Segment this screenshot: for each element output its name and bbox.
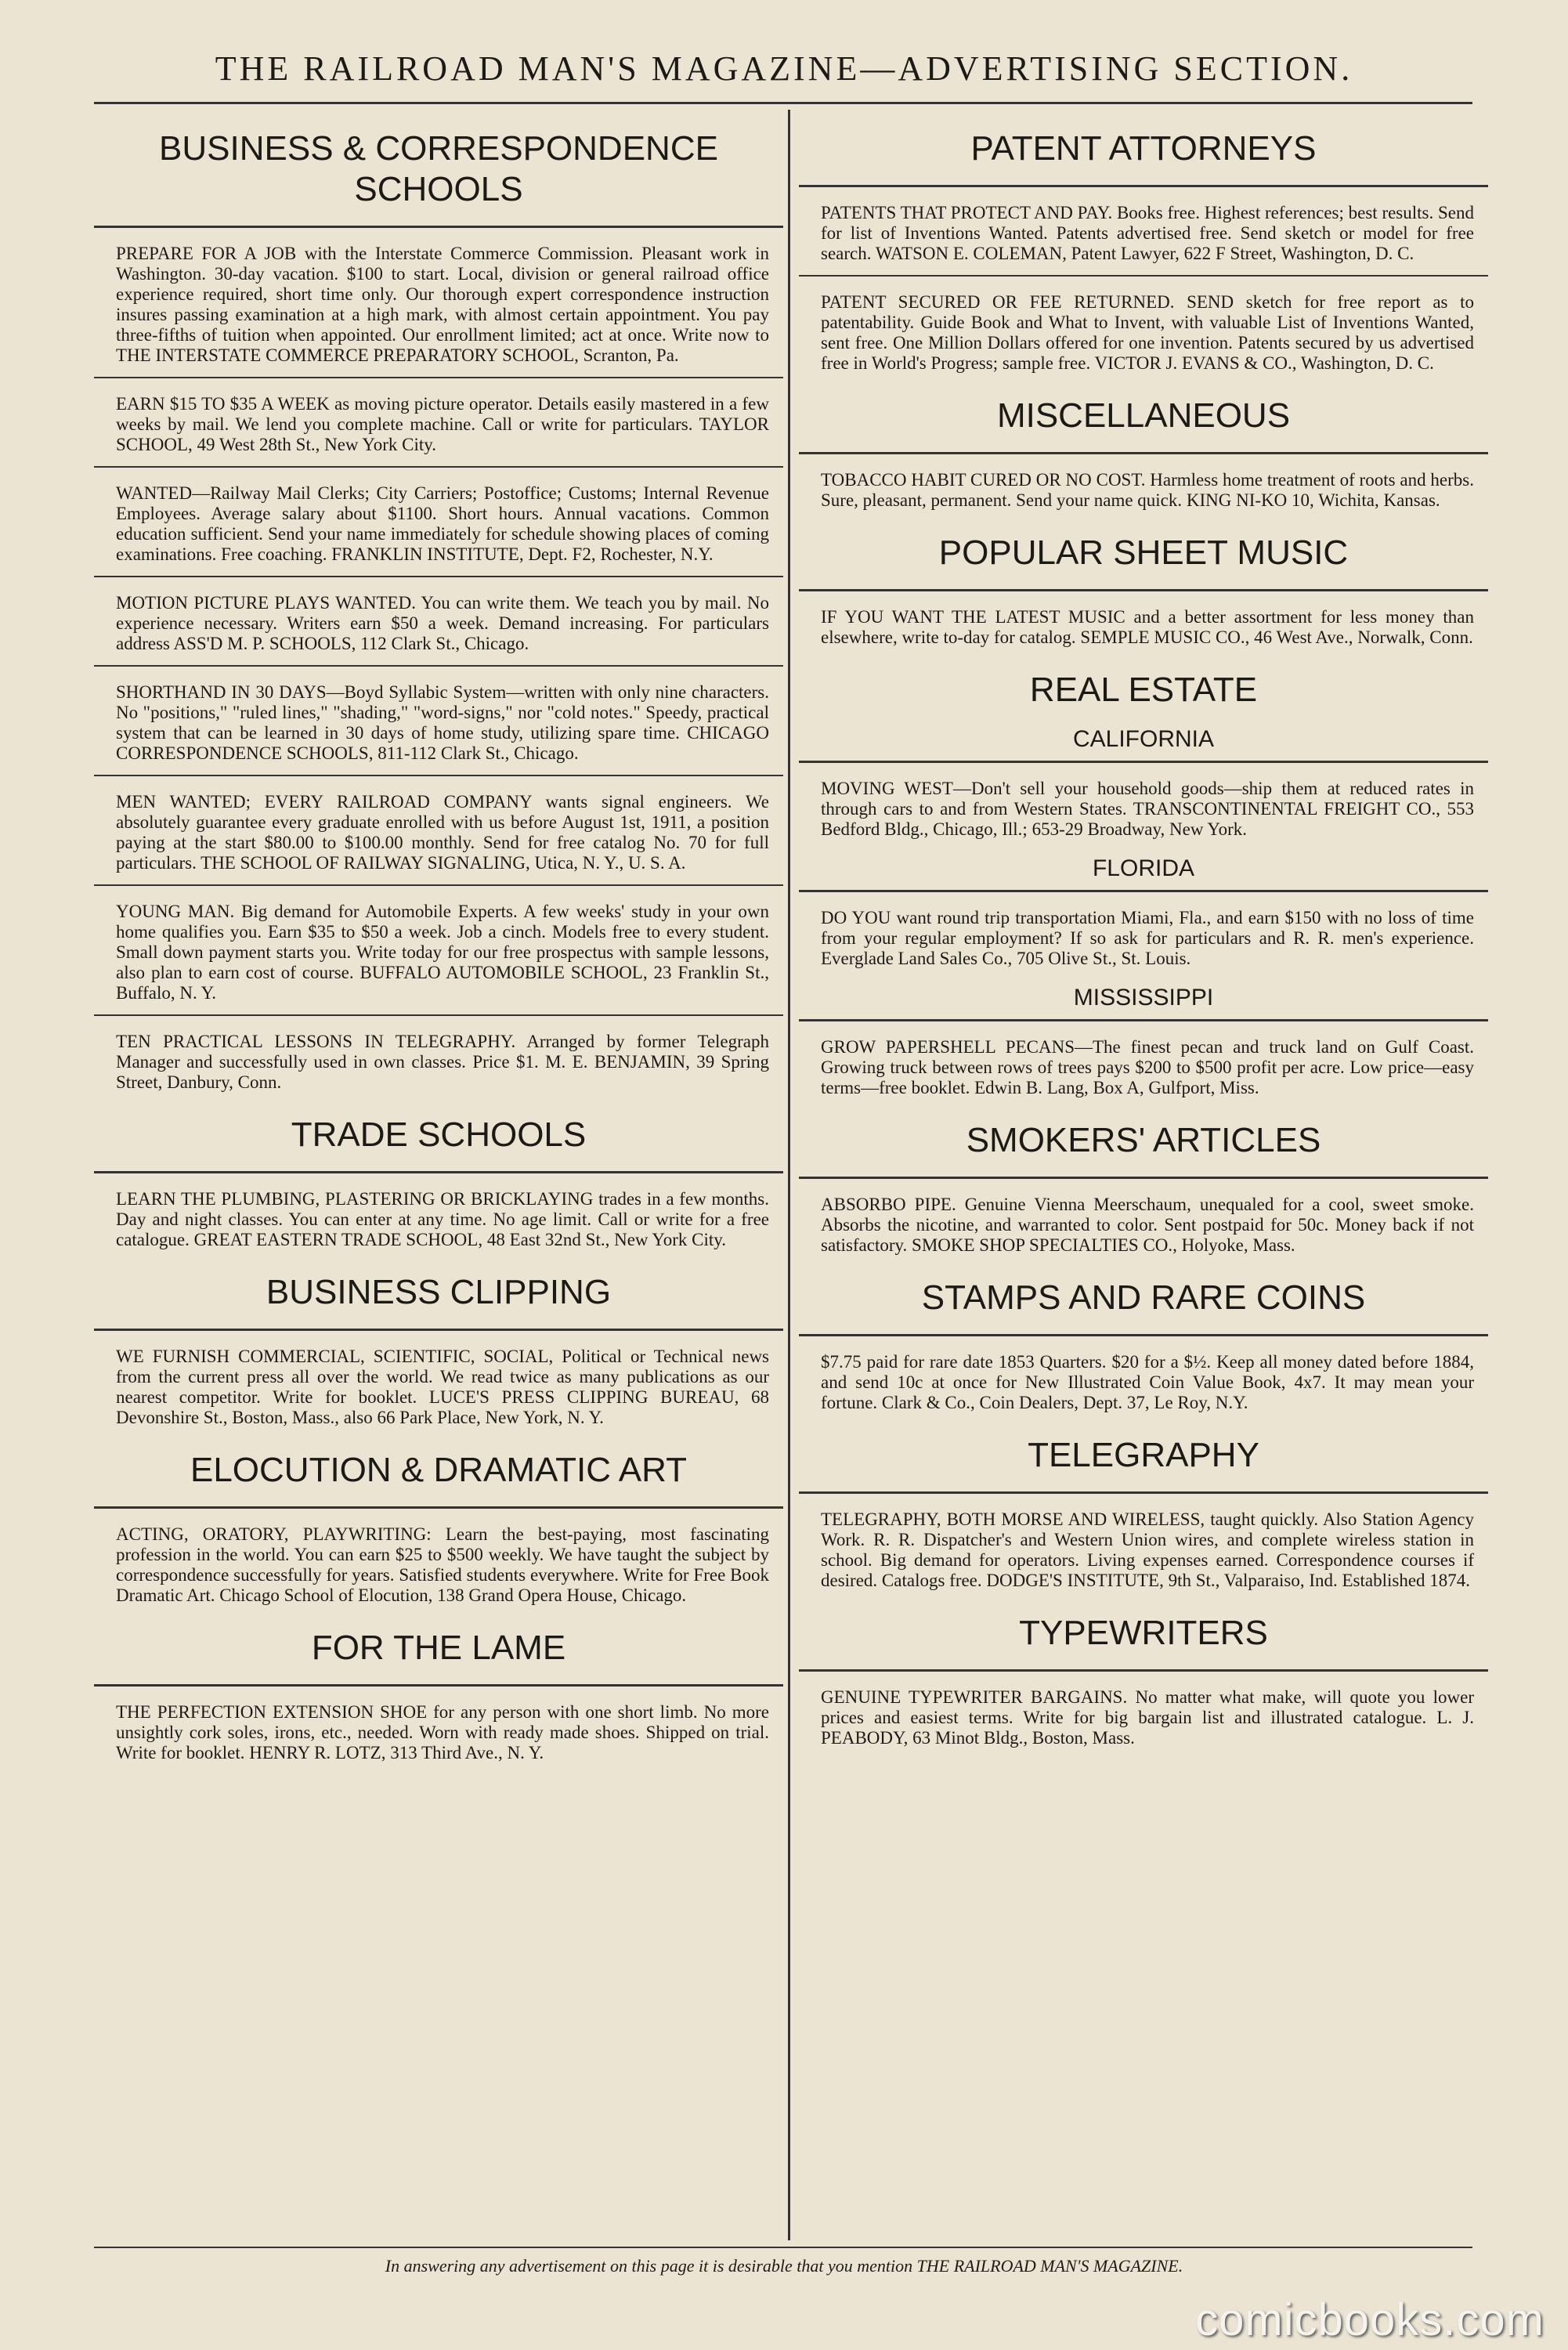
right-column bbox=[799, 118, 1488, 1759]
section-popular-sheet-music bbox=[799, 533, 1488, 659]
column-divider bbox=[788, 110, 790, 2240]
section-smokers-articles bbox=[799, 1120, 1488, 1267]
subsection-title: MISSISSIPPI bbox=[1073, 985, 1214, 1010]
ad-text: PREPARE FOR A JOB with the Interstate Commerce Commission. Pleasant work in Washington. 30-day vacation. $100 to start. Local, division or general railroad office experience required, short time only. Our thorough expert correspondence instruction insures passing examination at a high mark, with almost certain appointment. You pay three-fifths of tuition when appointed. Our enrollment limited; act at once. Write now to THE INTERSTATE COMMERCE PREPARATORY SCHOOL, Scranton, Pa. bbox=[94, 226, 783, 377]
left-column bbox=[94, 118, 783, 1774]
section-telegraphy bbox=[799, 1435, 1488, 1602]
section-miscellaneous bbox=[799, 396, 1488, 522]
section-title: REAL ESTATE bbox=[1029, 671, 1258, 709]
section-title: TRADE SCHOOLS bbox=[291, 1115, 587, 1154]
ad-text: TOBACCO HABIT CURED OR NO COST. Harmless home treatment of roots and herbs. Sure, pleasant, permanent. Send your name quick. KING NI-KO 10, Wichita, Kansas. bbox=[799, 452, 1488, 522]
ad-text: GROW PAPERSHELL PECANS—The finest pecan and truck land on Gulf Coast. Growing truck between rows of trees pays $200 to $500 profit per acre. Low price—easy terms—free booklet. Edwin B. Lang, Box A, Gulfport, Miss. bbox=[799, 1019, 1488, 1109]
subsection-title: CALIFORNIA bbox=[1072, 726, 1215, 752]
section-title: STAMPS AND RARE COINS bbox=[921, 1278, 1366, 1317]
section-title: TYPEWRITERS bbox=[1019, 1614, 1268, 1652]
ad-text: WANTED—Railway Mail Clerks; City Carriers; Postoffice; Customs; Internal Revenue Employees. Average salary about $1100. Short hours. Annual vacations. Common education sufficient. Send your name immediately for schedule showing places of coming examinations. Free coaching. FRANKLIN INSTITUTE, Dept. F2, Rochester, N.Y. bbox=[94, 466, 783, 576]
ad-text: ACTING, ORATORY, PLAYWRITING: Learn the best-paying, most fascinating profession in the world. You can earn $25 to $500 weekly. We have taught the subject by correspondence successfully for years. Satisfied students everywhere. Write for Free Book Dramatic Art. Chicago School of Elocution, 138 Grand Opera House, Chicago. bbox=[94, 1506, 783, 1617]
ad-text: IF YOU WANT THE LATEST MUSIC and a better assortment for less money than elsewhere, write to-day for catalog. SEMPLE MUSIC CO., 46 West Ave., Norwalk, Conn. bbox=[799, 589, 1488, 659]
ad-text: PATENTS THAT PROTECT AND PAY. Books free. Highest references; best results. Send for list of Inventions Wanted. Patents advertised free. Send sketch or model for free search. WATSON E. COLEMAN, Patent Lawyer, 622 F Street, Washington, D. C. bbox=[799, 185, 1488, 275]
section-elocution-dramatic-art bbox=[94, 1450, 783, 1617]
page-footer: In answering any advertisement on this page it is desirable that you mention THE RAILROAD MAN'S MAGAZINE. bbox=[385, 2256, 1183, 2276]
ad-text: THE PERFECTION EXTENSION SHOE for any person with one short limb. No more unsightly cork soles, irons, etc., needed. Worn with ready made shoes. Shipped on trial. Write for booklet. HENRY R. LOTZ, 313 Third Ave., N. Y. bbox=[94, 1684, 783, 1774]
ad-text: SHORTHAND IN 30 DAYS—Boyd Syllabic System—written with only nine characters. No "positions," "ruled lines," "shading," "word-signs," nor "cold notes." Speedy, practical system that can be learned in 30 days of home study, utilizing spare time. CHICAGO CORRESPONDENCE SCHOOLS, 811-112 Clark St., Chicago. bbox=[94, 665, 783, 775]
section-title: TELEGRAPHY bbox=[1028, 1436, 1259, 1474]
ad-text: GENUINE TYPEWRITER BARGAINS. No matter what make, will quote you lower prices and easiest terms. Write for big bargain list and illustrated catalogue. L. J. PEABODY, 63 Minot Bldg., Boston, Mass. bbox=[799, 1669, 1488, 1759]
ad-text: TEN PRACTICAL LESSONS IN TELEGRAPHY. Arranged by former Telegraph Manager and successfully used in own classes. Price $1. M. E. BENJAMIN, 39 Spring Street, Danbury, Conn. bbox=[94, 1014, 783, 1104]
watermark: comicbooks.com bbox=[1195, 2294, 1545, 2345]
section-title: FOR THE LAME bbox=[311, 1629, 566, 1667]
ad-text: LEARN THE PLUMBING, PLASTERING OR BRICKLAYING trades in a few months. Day and night classes. You can enter at any time. No age limit. Call or write for a free catalogue. GREAT EASTERN TRADE SCHOOL, 48 East 32nd St., New York City. bbox=[94, 1171, 783, 1261]
section-real-estate bbox=[799, 670, 1488, 1109]
section-for-the-lame bbox=[94, 1628, 783, 1774]
section-title: ELOCUTION & DRAMATIC ART bbox=[190, 1451, 687, 1489]
ad-text: DO YOU want round trip transportation Miami, Fla., and earn $150 with no loss of time from your regular employment? If so ask for particulars and R. R. men's experience. Everglade Land Sales Co., 705 Olive St., St. Louis. bbox=[799, 890, 1488, 980]
section-title: POPULAR SHEET MUSIC bbox=[938, 533, 1349, 572]
section-trade-schools bbox=[94, 1115, 783, 1261]
ad-text: TELEGRAPHY, BOTH MORSE AND WIRELESS, taught quickly. Also Station Agency Work. R. R. Dispatcher's and Western Union wires, and complete wireless station in school. Big demand for operators. Living expenses earned. Correspondence courses if desired. Catalogs free. DODGE'S INSTITUTE, 9th St., Valparaiso, Ind. Established 1874. bbox=[799, 1491, 1488, 1602]
section-patent-attorneys bbox=[799, 128, 1488, 385]
ad-text: PATENT SECURED OR FEE RETURNED. SEND sketch for free report as to patentability. Guide Book and What to Invent, with valuable List of Inventions Wanted, sent free. One Million Dollars offered for one invention. Patents secured by us advertised free in World's Progress; sample free. VICTOR J. EVANS & CO., Washington, D. C. bbox=[799, 275, 1488, 385]
section-title: PATENT ATTORNEYS bbox=[970, 129, 1317, 168]
ad-text: WE FURNISH COMMERCIAL, SCIENTIFIC, SOCIAL, Political or Technical news from the current press all over the world. We read twice as many publications as our nearest competitor. Write for booklet. LUCE'S PRESS CLIPPING BUREAU, 68 Devonshire St., Boston, Mass., also 66 Park Place, New York, N. Y. bbox=[94, 1329, 783, 1439]
page-header: THE RAILROAD MAN'S MAGAZINE—ADVERTISING SECTION. bbox=[215, 49, 1353, 88]
ad-text: YOUNG MAN. Big demand for Automobile Experts. A few weeks' study in your own home qualifies you. Earn $35 to $50 a week. Job a cinch. Models free to every student. Small down payment starts you. Write today for our free prospectus with sample lessons, also plan to earn cost of course. BUFFALO AUTOMOBILE SCHOOL, 23 Franklin St., Buffalo, N. Y. bbox=[94, 884, 783, 1014]
section-typewriters bbox=[799, 1613, 1488, 1759]
section-title: SMOKERS' ARTICLES bbox=[966, 1121, 1321, 1159]
section-title: MISCELLANEOUS bbox=[996, 396, 1291, 435]
subsection-title: FLORIDA bbox=[1092, 855, 1195, 881]
footer-rule bbox=[94, 2247, 1472, 2248]
ad-text: $7.75 paid for rare date 1853 Quarters. $20 for a $½. Keep all money dated before 1884, and send 10c at once for New Illustrated Coin Value Book, 4x7. It may mean your fortune. Clark & Co., Coin Dealers, Dept. 37, Le Roy, N.Y. bbox=[799, 1334, 1488, 1424]
section-title: BUSINESS & CORRESPONDENCE SCHOOLS bbox=[159, 129, 718, 208]
section-business-correspondence-schools bbox=[94, 128, 783, 1104]
ad-text: MOTION PICTURE PLAYS WANTED. You can write them. We teach you by mail. No experience necessary. Writers earn $50 a week. Demand increasing. For particulars address ASS'D M. P. SCHOOLS, 112 Clark St., Chicago. bbox=[94, 576, 783, 665]
section-title: BUSINESS CLIPPING bbox=[266, 1273, 612, 1311]
ad-text: EARN $15 TO $35 A WEEK as moving picture operator. Details easily mastered in a few weeks by mail. We lend you complete machine. Call or write for particulars. TAYLOR SCHOOL, 49 West 28th St., New York City. bbox=[94, 377, 783, 466]
ad-text: MEN WANTED; EVERY RAILROAD COMPANY wants signal engineers. We absolutely guarantee every graduate enrolled with us before August 1st, 1911, a position paying at the start $80.00 to $100.00 monthly. Send for free catalog No. 70 for full particulars. THE SCHOOL OF RAILWAY SIGNALING, Utica, N. Y., U. S. A. bbox=[94, 775, 783, 884]
section-stamps-and-rare-coins bbox=[799, 1278, 1488, 1424]
ad-text: ABSORBO PIPE. Genuine Vienna Meerschaum, unequaled for a cool, sweet smoke. Absorbs the nicotine, and warranted to color. Sent postpaid for 50c. Money back if not satisfactory. SMOKE SHOP SPECIALTIES CO., Holyoke, Mass. bbox=[799, 1177, 1488, 1267]
section-business-clipping bbox=[94, 1272, 783, 1439]
header-rule bbox=[94, 102, 1472, 104]
ad-text: MOVING WEST—Don't sell your household goods—ship them at reduced rates in through cars to and from Western States. TRANSCONTINENTAL FREIGHT CO., 553 Bedford Bldg., Chicago, Ill.; 653-29 Broadway, New York. bbox=[799, 761, 1488, 851]
